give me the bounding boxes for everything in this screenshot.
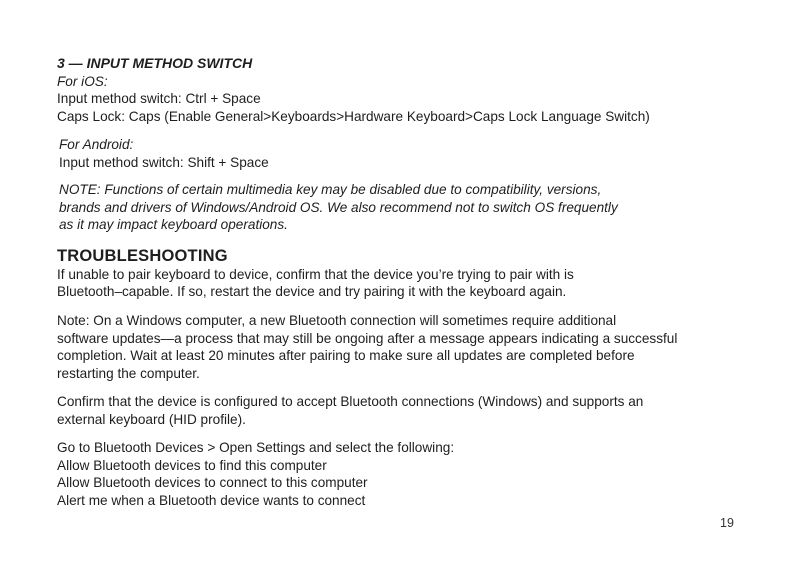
confirm-line-1: Confirm that the device is configured to accept Bluetooth connections (Windows) and supports an bbox=[57, 394, 644, 409]
note-line-3: as it may impact keyboard operations. bbox=[59, 217, 288, 232]
settings-line-1: Go to Bluetooth Devices > Open Settings and select the following: bbox=[57, 440, 455, 455]
ios-line-2: Caps Lock: Caps (Enable General>Keyboards>Hardware Keyboard>Caps Lock Language Switch) bbox=[57, 108, 650, 124]
settings-line-4: Alert me when a Bluetooth device wants to connect bbox=[57, 492, 366, 508]
windows-note-line-2: software updates—a process that may still be ongoing after a message appears indicating a successful bbox=[57, 330, 678, 346]
windows-note-line-4: restarting the computer. bbox=[57, 365, 200, 381]
windows-note-line-1: Note: On a Windows computer, a new Bluetooth connection will sometimes require additional bbox=[57, 313, 617, 328]
android-label: For Android: bbox=[59, 137, 134, 152]
note-line-1: NOTE: Functions of certain multimedia key may be disabled due to compatibility, versions, bbox=[59, 182, 602, 197]
troubleshooting-heading: TROUBLESHOOTING bbox=[57, 247, 228, 265]
settings-line-2: Allow Bluetooth devices to find this computer bbox=[57, 457, 327, 473]
ios-label: For iOS: bbox=[57, 73, 108, 89]
input-method-section bbox=[57, 55, 737, 125]
settings-paragraph bbox=[57, 439, 737, 509]
troubleshooting-section bbox=[57, 248, 737, 301]
windows-note bbox=[57, 312, 737, 382]
confirm-line-2: external keyboard (HID profile). bbox=[57, 411, 246, 427]
android-line: Input method switch: Shift + Space bbox=[59, 154, 269, 170]
ios-line-1: Input method switch: Ctrl + Space bbox=[57, 91, 261, 106]
android-block bbox=[59, 136, 739, 171]
pair-line-2: Bluetooth–capable. If so, restart the device and try pairing it with the keyboard again. bbox=[57, 284, 567, 299]
windows-note-line-3: completion. Wait at least 20 minutes after pairing to make sure all updates are completed before bbox=[57, 348, 635, 363]
compat-note bbox=[59, 181, 739, 234]
pair-line-1: If unable to pair keyboard to device, confirm that the device you’re trying to pair with is bbox=[57, 266, 574, 282]
confirm-paragraph bbox=[57, 393, 737, 428]
section-heading: 3 — INPUT METHOD SWITCH bbox=[57, 55, 253, 71]
settings-line-3: Allow Bluetooth devices to connect to this computer bbox=[57, 475, 368, 490]
note-line-2: brands and drivers of Windows/Android OS. We also recommend not to switch OS frequently bbox=[59, 199, 618, 215]
page-number: 19 bbox=[720, 516, 734, 530]
